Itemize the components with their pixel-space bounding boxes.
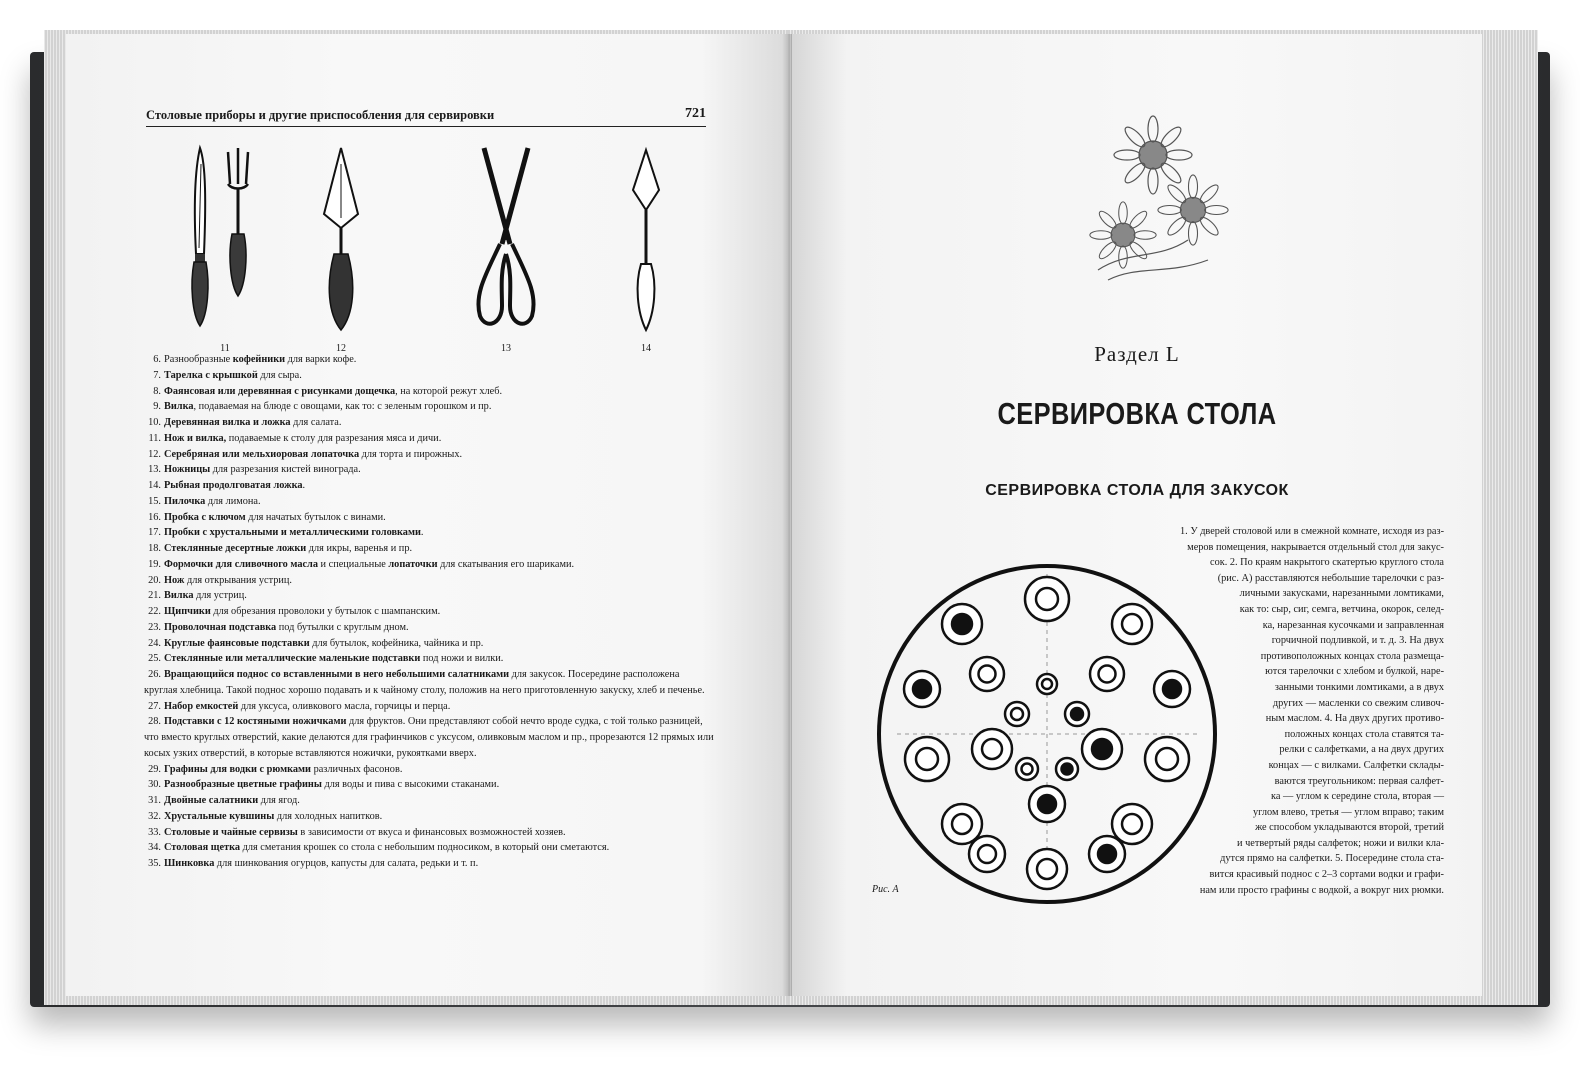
- list-item-term: Вилка: [164, 401, 194, 413]
- list-item: [144, 478, 714, 494]
- running-head-title: Столовые приборы и другие приспособления для сервировки: [146, 108, 495, 122]
- list-item-text: для икры, варенья и пр.: [306, 543, 413, 554]
- body-line: ным маслом. 4. На двух других противо-: [1265, 713, 1444, 725]
- list-item: [144, 462, 714, 478]
- list-item: [144, 667, 714, 699]
- list-item: [144, 352, 714, 368]
- list-item-text: для фруктов. Они представляют собой нечто вроде судка, с той только разницей, что вместо круглых отверстий, какие делаются для графинчиков с уксусом, оливковым маслом и пр., прорезаются 12 прямых или косых узких отверстий, в которые вставляются ножички, рукоятками вверх.: [144, 716, 714, 759]
- plate-center-mark: [982, 739, 1002, 759]
- list-item: [144, 651, 714, 667]
- section-subtitle: СЕРВИРОВКА СТОЛА ДЛЯ ЗАКУСОК: [985, 482, 1289, 499]
- body-line: меров помещения, накрывается отдельный стол для закус-: [1187, 541, 1444, 553]
- list-item-term: Серебряная или мельхиоровая лопаточка: [164, 448, 360, 460]
- list-item: [144, 762, 714, 778]
- list-item: [144, 620, 714, 636]
- list-item-term: Тарелка с крышкой: [164, 369, 258, 381]
- list-item-term: Стеклянные десертные ложки: [164, 543, 307, 554]
- list-item-number: 26.: [148, 669, 161, 680]
- list-item-term: Рыбная продолговатая ложка: [164, 480, 303, 491]
- list-item-term: Подставки с 12 костяными ножичками: [164, 716, 347, 728]
- list-item-number: 20.: [148, 574, 161, 586]
- list-item-number: 17.: [148, 527, 161, 539]
- list-item-text: и специальные: [317, 558, 389, 570]
- list-item-text: подаваемые к столу для разрезания мяса и дичи.: [226, 432, 442, 444]
- plate-center-mark: [1037, 859, 1057, 879]
- list-item-number: 9.: [153, 401, 161, 413]
- section-label: Раздел L: [1094, 342, 1180, 366]
- plate-center-mark: [952, 614, 972, 634]
- plate-center-mark: [1071, 708, 1083, 720]
- list-item-term: Пробки с хрустальными и металлическими головками: [164, 527, 421, 539]
- list-item-number: 29.: [148, 763, 161, 775]
- plate-center-mark: [1036, 588, 1058, 610]
- body-line: сок. 2. По краям накрытого скатертью круглого стола: [1210, 557, 1444, 569]
- body-line: ка — углом к середине стола, вторая —: [1271, 791, 1444, 803]
- list-item-number: 7.: [153, 369, 161, 381]
- list-item-text: для лимона.: [205, 495, 261, 507]
- list-item-text: для сыра.: [257, 369, 302, 381]
- body-line: релки с салфетками, а на двух других: [1279, 744, 1444, 756]
- list-item-number: 34.: [148, 842, 161, 854]
- list-item-text: под бутылки с круглым дном.: [276, 621, 409, 633]
- list-item-text: для закусок. Посередине расположена круглая хлебница. Такой поднос хорошо подавать и к чайному столу, положив на него приготовленную закуску, хлеб и печенье.: [144, 669, 705, 696]
- body-line: горчичной подливкой, и т. д. 3. На двух: [1271, 635, 1444, 647]
- list-item: [144, 840, 714, 856]
- list-item-number: 24.: [148, 637, 161, 649]
- list-item-text: для обрезания проволоки у бутылок с шампанским.: [210, 606, 441, 617]
- list-item-term: Пилочка: [164, 495, 206, 507]
- list-item-text: различных фасонов.: [311, 763, 403, 775]
- list-item-term: Ножницы: [164, 464, 211, 476]
- list-item-text: для разрезания кистей винограда.: [210, 464, 361, 476]
- list-item: [144, 431, 714, 447]
- list-item-text: для скатывания его шариками.: [437, 558, 575, 570]
- list-item-term: Шинковка: [164, 858, 215, 869]
- list-item-text: для варки кофе.: [285, 354, 357, 365]
- figure-caption-14: 14: [641, 343, 651, 354]
- list-item-number: 19.: [148, 558, 161, 570]
- list-item-text: для воды и пива с высокими стаканами.: [321, 779, 500, 791]
- list-item-number: 10.: [148, 417, 161, 428]
- left-page: [66, 34, 788, 996]
- list-item: [144, 510, 714, 526]
- body-line: ются тарелочки с хлебом и булкой, наре-: [1265, 666, 1444, 678]
- list-item: [144, 604, 714, 620]
- grape-scissors-icon: [456, 144, 556, 354]
- list-item: [144, 541, 714, 557]
- plate-center-mark: [1011, 708, 1023, 720]
- list-item-term: Нож и вилка,: [164, 432, 227, 444]
- plate-center-mark: [916, 748, 938, 770]
- plate-center-mark: [979, 666, 996, 683]
- body-line: концах — с вилками. Салфетки склады-: [1268, 759, 1444, 771]
- plate-center-mark: [1099, 666, 1116, 683]
- list-item-term: Вилка: [164, 590, 194, 602]
- figure-caption-a: Рис. А: [872, 884, 899, 895]
- list-item-term: Разнообразные цветные графины: [164, 779, 322, 791]
- list-item-text: для открывания устриц.: [184, 574, 292, 586]
- knife-and-fork-icon: [180, 144, 270, 354]
- body-line: ка, нарезанная кусочками и заправленная: [1262, 619, 1444, 631]
- list-item-number: 6.: [153, 354, 161, 365]
- body-line: как то: сыр, сиг, семга, ветчина, окорок, селед-: [1239, 603, 1444, 615]
- cake-spatula-icon: [306, 144, 376, 354]
- body-line: дутся прямо на салфетки. 5. Посередине стола ста-: [1220, 853, 1444, 865]
- list-item-number: 28.: [148, 716, 161, 728]
- plate-center-mark: [1022, 764, 1033, 775]
- plate-center-mark: [952, 814, 972, 834]
- list-item: [144, 573, 714, 589]
- list-item-number: 11.: [148, 432, 161, 444]
- list-item-number: 27.: [148, 700, 161, 712]
- utensil-list: [144, 352, 714, 872]
- body-line: же способом укладываются второй, третий: [1255, 822, 1444, 834]
- list-item-term: Пробка с ключом: [164, 511, 246, 523]
- list-item-term: Щипчики: [164, 606, 211, 617]
- running-head: [146, 106, 706, 127]
- list-item-term: лопаточки: [388, 558, 438, 570]
- list-item-term: Стеклянные или металлические маленькие подставки: [164, 653, 421, 665]
- list-item: [144, 699, 714, 715]
- list-item-text: для торта и пирожных.: [359, 448, 463, 460]
- body-line: 1. У дверей столовой или в смежной комнате, исходя из раз-: [1180, 526, 1444, 537]
- body-line: других — масленки со свежим сливоч-: [1272, 697, 1444, 709]
- list-item: [144, 809, 714, 825]
- list-item: [144, 825, 714, 841]
- list-item-number: 13.: [148, 464, 161, 476]
- body-line: занными тонкими ломтиками, а в двух: [1274, 681, 1444, 693]
- right-page: [792, 34, 1482, 996]
- list-item-number: 14.: [148, 480, 161, 491]
- plate-center-mark: [1062, 764, 1073, 775]
- list-item-text: .: [302, 480, 306, 491]
- list-item-number: 30.: [148, 779, 161, 791]
- list-item: [144, 368, 714, 384]
- plate-center-mark: [1042, 679, 1052, 689]
- body-line: вится красивый поднос с 2–3 сортами водки и графи-: [1209, 869, 1444, 881]
- list-item-term: Вращающийся поднос со вставленными в него небольшими салатниками: [164, 669, 510, 680]
- list-item-term: Круглые фаянсовые подставки: [164, 637, 310, 649]
- list-item-number: 21.: [148, 590, 161, 602]
- body-line: положных концах стола ставятся та-: [1284, 728, 1444, 740]
- list-item: [144, 494, 714, 510]
- list-item-text: Разнообразные: [164, 354, 233, 365]
- body-line: личными закусками, нарезанными ломтиками,: [1239, 588, 1444, 600]
- list-item-number: 23.: [148, 621, 161, 633]
- list-item-text: для шинкования огурцов, капусты для салата, редьки и т. п.: [214, 858, 479, 869]
- list-item: [144, 447, 714, 463]
- list-item-number: 22.: [148, 606, 161, 617]
- list-item-text: для уксуса, оливкового масла, горчицы и перца.: [238, 700, 451, 712]
- list-item-number: 31.: [148, 795, 161, 806]
- list-item-number: 32.: [148, 810, 161, 822]
- body-line: противоположных концах стола размеща-: [1260, 650, 1444, 662]
- list-item-term: Формочки для сливочного масла: [164, 558, 318, 570]
- list-item-number: 8.: [153, 385, 161, 397]
- list-item-text: под ножи и вилки.: [420, 653, 504, 665]
- plate-center-mark: [978, 845, 996, 863]
- page-title: СЕРВИРОВКА СТОЛА: [997, 396, 1277, 431]
- figure-caption-11: 11: [220, 343, 230, 354]
- list-item: [144, 557, 714, 573]
- list-item-term: Проволочная подставка: [164, 621, 277, 633]
- list-item-text: , на которой режут хлеб.: [395, 385, 503, 397]
- list-item-number: 25.: [148, 653, 161, 665]
- list-item: [144, 714, 714, 761]
- list-item-term: Нож: [164, 574, 185, 586]
- list-item-text: для начатых бутылок с винами.: [245, 511, 386, 523]
- list-item-term: Хрустальные кувшины: [164, 810, 275, 822]
- plate-center-mark: [1038, 795, 1056, 813]
- list-item-text: для ягод.: [258, 795, 300, 806]
- plate-center-mark: [1098, 845, 1116, 863]
- list-item-term: Фаянсовая или деревянная с рисунками дощечка: [164, 385, 396, 397]
- list-item-text: , подаваемая на блюде с овощами, как то: с зеленым горошком и пр.: [193, 401, 492, 413]
- figure-caption-12: 12: [336, 343, 346, 354]
- list-item-number: 16.: [148, 511, 161, 523]
- list-item-text: для бутылок, кофейника, чайника и пр.: [309, 637, 484, 649]
- list-item-number: 35.: [148, 858, 161, 869]
- list-item-term: кофейники: [232, 354, 286, 365]
- list-item-term: Двойные салатники: [164, 795, 259, 806]
- plate-center-mark: [1092, 739, 1112, 759]
- tools-illustration: [166, 144, 686, 354]
- plate-center-mark: [913, 680, 931, 698]
- body-line: (рис. А) расставляются небольшие тарелочки с раз-: [1217, 572, 1444, 584]
- list-item-term: Набор емкостей: [164, 700, 239, 712]
- list-item-text: для холодных напитков.: [274, 810, 383, 822]
- list-item-number: 15.: [148, 495, 161, 507]
- body-line: и четвертый ряды салфеток; ножи и вилки кла-: [1237, 837, 1444, 849]
- list-item-term: Деревянная вилка и ложка: [164, 417, 291, 428]
- sunflower-ornament-icon: [1068, 110, 1238, 290]
- list-item-number: 33.: [148, 826, 161, 838]
- list-item: [144, 856, 714, 872]
- list-item: [144, 525, 714, 541]
- list-item-number: 18.: [148, 543, 161, 554]
- list-item: [144, 415, 714, 431]
- list-item-text: для салата.: [290, 417, 342, 428]
- list-item: [144, 793, 714, 809]
- body-line: нам или просто графины с водкой, а вокруг них рюмки.: [1199, 884, 1444, 896]
- list-item-text: в зависимости от вкуса и финансовых возможностей хозяев.: [297, 826, 566, 838]
- fish-spoon-icon: [611, 144, 681, 354]
- list-item: [144, 384, 714, 400]
- body-paragraph: [1132, 524, 1444, 898]
- list-item-text: .: [420, 527, 424, 539]
- list-item: [144, 588, 714, 604]
- list-item: [144, 777, 714, 793]
- figure-caption-13: 13: [501, 343, 511, 354]
- list-item-term: Графины для водки с рюмками: [164, 763, 311, 775]
- list-item-number: 12.: [148, 448, 161, 460]
- body-line: углом влево, третья — углом вправо; таким: [1253, 806, 1444, 818]
- page-number: 721: [685, 106, 706, 121]
- list-item-text: для устриц.: [193, 590, 247, 602]
- list-item: [144, 636, 714, 652]
- list-item-text: для сметания крошек со стола с небольшим подносиком, в который они сметаются.: [240, 842, 610, 854]
- list-item: [144, 399, 714, 415]
- body-line: ваются треугольником: первая салфет-: [1274, 775, 1444, 787]
- list-item-term: Столовая щетка: [164, 842, 241, 854]
- list-item-term: Столовые и чайные сервизы: [164, 826, 298, 838]
